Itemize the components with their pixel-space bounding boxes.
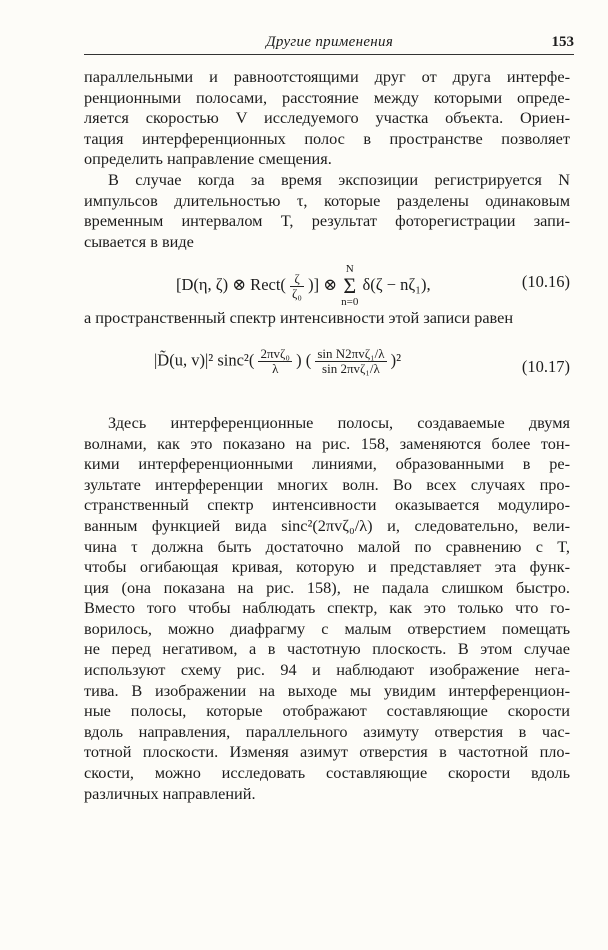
text-line: временным интервалом T, результат фоторегистрации запи- [84,211,570,231]
text-line: ляется скоростью V исследуемого участка объекта. Ориен- [84,108,570,128]
page-body [84,67,570,804]
text-line: тация интерференционных полос в пространстве позволяет [84,128,570,148]
text-line: различных направлений. [84,783,256,803]
paragraph-3 [84,308,570,329]
text-line: чтобы огибающая кривая, которую и представляет эта функ- [84,557,570,577]
text-line: используют схему рис. 94 и наблюдают изображение нега- [84,660,570,680]
text-line: В случае когда за время экспозиции регистрируется N [108,169,570,189]
text-line: странственный спектр интенсивности оказывается модулиро- [84,495,570,515]
text-line: тива. В изображении на выходе мы увидим интерференцион- [84,680,570,700]
text-line: Здесь интерференционные полосы, создаваемые двумя [108,412,570,432]
text-line: определить направление смещения. [84,149,332,169]
running-title: Другие применения [266,34,394,50]
sum-operator: N Σ n=0 [341,263,359,309]
equation-number: (10.17) [521,356,570,376]
text-line: ция (она показана на рис. 158), не падала слишком быстро. [84,577,570,597]
paragraph-4 [84,413,570,804]
text-line: параллельными и равноотстоящими друг от друга интерфе- [84,67,570,86]
equation-10-17 [84,333,570,403]
equation-10-16 [84,256,570,309]
fraction: $\frac{\zeta}{\text{ζ₀}}$ [292,270,302,301]
text-line: тотной плоскости. Изменяя азимут отверстия в частотной пло- [84,742,570,762]
text-line: а пространственный спектр интенсивности этой записи равен [84,308,514,328]
text-line: зультате интерференции многих волн. Во всех случаях про- [84,474,570,494]
text-line: Вместо того чтобы наблюдать спектр, как это только что го- [84,598,570,618]
text-line: ванным функцией вида sinc²(2πvζ₀/λ) и, следовательно, вели- [84,515,570,535]
text-line: скости, можно исследовать составляющие скорости вдоль [84,763,570,783]
text-line: не перед негативом, а в частотную плоскость. В этом случае [84,639,570,659]
page-header [84,30,574,55]
text-line: вдоль направления, параллельного азимуту отверстия в час- [84,721,570,741]
text-line: ренционными полосами, расстояние между которыми опреде- [84,87,570,107]
text-line: чина τ должна быть достаточно малой по сравнению с T, [84,536,570,556]
page-number: 153 [551,34,574,50]
text-line: импульсов длительностью τ, которые разделены одинаковым [84,190,570,210]
equation-body: |D̃(u, v)|² sinc²( $\frac{\text{2πvζ₀}}{\lambda}$ ) ( $\frac{\text{sin N2πvζ₁/λ}}{\text{sin 2πvζ₁/λ}}$ )² [154,345,402,376]
fraction: $\frac{\text{sin N2πvζ₁/λ}}{\text{sin 2πvζ₁/λ}}$ [317,345,385,376]
fraction: $\frac{\text{2πvζ₀}}{\lambda}$ [260,345,290,376]
paragraph-2 [84,170,570,252]
text-line: кими интерференционными линиями, образованными в ре- [84,454,570,474]
text-line: волнами, как это показано на рис. 158, заменяются более тон- [84,433,570,453]
text-line: ные полосы, которые отображают составляющие скорости [84,701,570,721]
paragraph-1 [84,67,570,170]
equation-body: [D(η, ζ) ⊗ Rect( $\frac{\zeta}{\text{ζ₀}}$ )] ⊗ N Σ n=0 δ(ζ − nζ₁), [176,263,431,309]
equation-number: (10.16) [521,272,570,292]
text-line: сывается в виде [84,231,194,251]
text-line: ворилось, можно диафрагму с малым отверстием помещать [84,618,570,638]
